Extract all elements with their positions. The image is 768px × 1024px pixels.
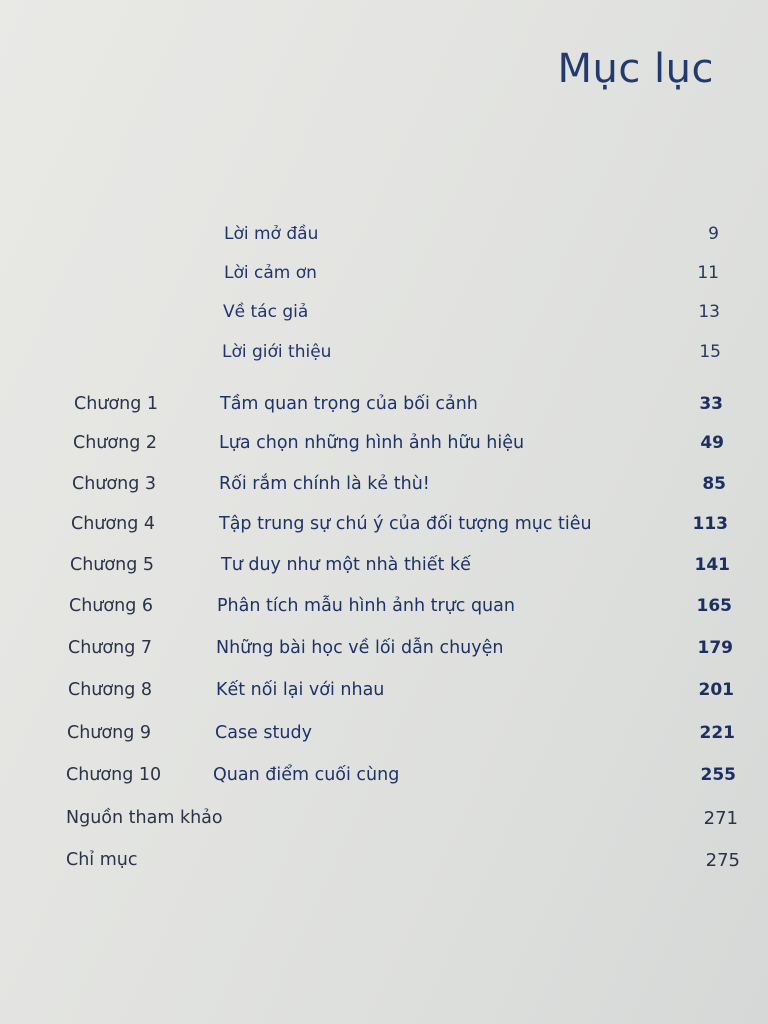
chapter-label: Chương 8 bbox=[68, 680, 153, 700]
entry-title: Về tác giả bbox=[223, 302, 309, 322]
entry-page-number: 33 bbox=[699, 394, 723, 414]
chapter-label: Chương 4 bbox=[71, 514, 156, 534]
entry-title: Tầm quan trọng của bối cảnh bbox=[220, 394, 478, 414]
chapter-label: Chương 3 bbox=[72, 474, 157, 494]
entry-title: Lời giới thiệu bbox=[222, 342, 332, 362]
toc-entry-chapter-8 bbox=[0, 680, 768, 710]
toc-entry-chapter-6 bbox=[0, 596, 768, 626]
chapter-label: Chương 7 bbox=[68, 638, 153, 658]
entry-page-number: 275 bbox=[705, 850, 740, 871]
entry-page-number: 255 bbox=[700, 765, 736, 785]
entry-title: Những bài học về lối dẫn chuyện bbox=[216, 638, 504, 658]
entry-title: Lời mở đầu bbox=[224, 224, 319, 244]
chapter-label: Chương 2 bbox=[73, 433, 158, 453]
entry-title: Nguồn tham khảo bbox=[66, 808, 223, 828]
entry-page-number: 11 bbox=[697, 263, 719, 283]
entry-title: Chỉ mục bbox=[66, 850, 138, 870]
toc-entry-chapter-3 bbox=[0, 474, 768, 504]
entry-title: Case study bbox=[215, 723, 312, 743]
entry-title: Tập trung sự chú ý của đối tượng mục tiêu bbox=[219, 514, 592, 534]
entry-title: Quan điểm cuối cùng bbox=[213, 765, 400, 785]
entry-title: Lời cảm ơn bbox=[224, 263, 317, 283]
chapter-label: Chương 5 bbox=[70, 555, 155, 575]
entry-page-number: 221 bbox=[699, 723, 735, 743]
entry-page-number: 201 bbox=[698, 680, 734, 700]
toc-entry-chapter-9 bbox=[0, 723, 768, 753]
entry-page-number: 49 bbox=[700, 433, 724, 453]
toc-entry-front-2 bbox=[0, 263, 768, 293]
chapter-label: Chương 9 bbox=[67, 723, 152, 743]
entry-page-number: 15 bbox=[699, 342, 721, 362]
toc-entry-references bbox=[0, 808, 768, 838]
entry-page-number: 13 bbox=[698, 302, 720, 322]
toc-entry-front-3 bbox=[0, 302, 768, 332]
entry-title: Rối rắm chính là kẻ thù! bbox=[219, 474, 430, 494]
entry-page-number: 113 bbox=[692, 514, 728, 534]
entry-page-number: 271 bbox=[703, 808, 738, 829]
entry-title: Phân tích mẫu hình ảnh trực quan bbox=[217, 596, 515, 616]
toc-entry-chapter-4 bbox=[0, 514, 768, 544]
chapter-label: Chương 6 bbox=[69, 596, 154, 616]
entry-page-number: 165 bbox=[696, 596, 732, 616]
page-title: Mục lục bbox=[557, 46, 714, 92]
entry-page-number: 85 bbox=[702, 474, 726, 494]
toc-entry-chapter-7 bbox=[0, 638, 768, 668]
toc-entry-chapter-1 bbox=[0, 394, 768, 424]
entry-title: Tư duy như một nhà thiết kế bbox=[221, 555, 471, 575]
chapter-label: Chương 10 bbox=[66, 765, 162, 785]
entry-title: Kết nối lại với nhau bbox=[216, 680, 385, 700]
toc-entry-index bbox=[0, 850, 768, 880]
toc-entry-chapter-10 bbox=[0, 765, 768, 795]
entry-page-number: 9 bbox=[708, 224, 719, 244]
entry-page-number: 141 bbox=[694, 555, 730, 575]
entry-title: Lựa chọn những hình ảnh hữu hiệu bbox=[219, 433, 525, 453]
chapter-label: Chương 1 bbox=[74, 394, 159, 414]
toc-entry-chapter-2 bbox=[0, 433, 768, 463]
toc-entry-chapter-5 bbox=[0, 555, 768, 585]
toc-entry-front-4 bbox=[0, 342, 768, 372]
toc-entry-front-1 bbox=[0, 224, 768, 254]
entry-page-number: 179 bbox=[697, 638, 733, 658]
